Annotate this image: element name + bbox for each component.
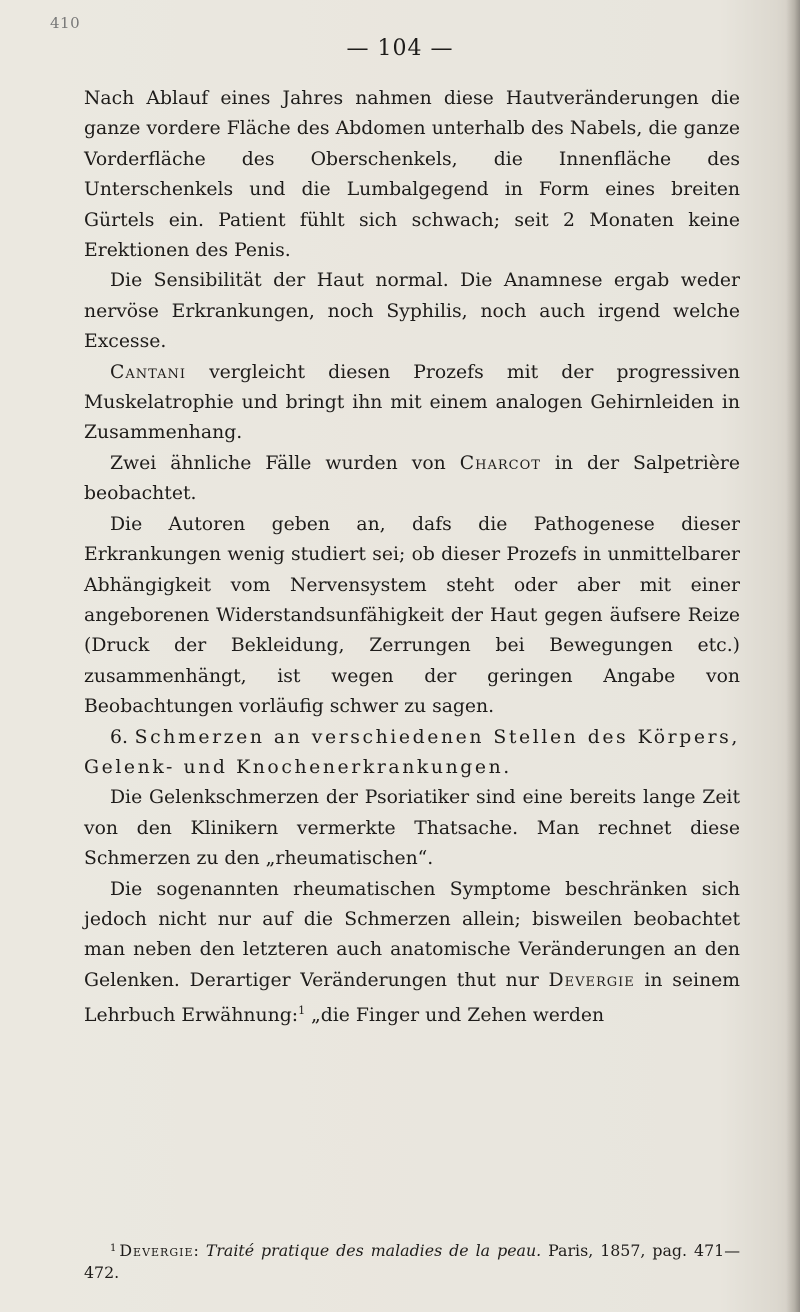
paragraph-5: Die Autoren geben an, dafs die Pathogenese dieser Erkrankungen wenig studiert sei; ob dieser Prozefs in unmittelbarer Abhängigkeit vom Nervensystem steht oder aber mit einer angeborenen Widerstandsunfähigkeit der Haut gegen äufsere Reize (Druck der Bekleidung, Zerrungen bei Bewegungen etc.) zusammenhängt, ist wegen der geringen Angabe von Beobachtungen vorläufig schwer zu sagen.: [84, 513, 740, 718]
paragraph-4: [84, 449, 740, 510]
author-charcot: Charcot: [459, 452, 541, 474]
paragraph-4-before: Zwei ähnliche Fälle wurden von: [110, 452, 460, 474]
paragraph-7-middle: in seinem Lehrbuch Erwähnung:: [84, 969, 740, 1027]
section-title: Schmerzen an verschiedenen Stellen des Körpers, Gelenk- und Knochenerkrankungen.: [84, 726, 740, 778]
paragraph-6: Die Gelenkschmerzen der Psoriatiker sind eine bereits lange Zeit von den Klinikern vermerkte Thatsache. Man rechnet diese Schmerzen zu den „rheumatischen“.: [84, 787, 740, 870]
footnote-rest: Paris, 1857, pag. 471—472.: [84, 1241, 740, 1282]
paragraph-7-after: „die Finger und Zehen werden: [305, 1005, 605, 1027]
footnote-marker: 1: [298, 1004, 306, 1018]
footnote-title: Traité pratique des maladies de la peau.: [205, 1241, 542, 1260]
archive-stamp-number: 410: [50, 14, 81, 32]
page-number: — 104 —: [346, 36, 454, 61]
paragraph-7: [84, 875, 740, 1032]
section-heading: [84, 723, 740, 784]
footnote-number: 1: [110, 1243, 117, 1254]
footnote: $^1$ Devergie: Traité pratique des maladies de la peau. Paris, 1857, pag. 471—472.: [84, 1241, 740, 1282]
author-cantani: Cantani: [110, 361, 186, 383]
page-edge-shadow: [786, 0, 800, 1312]
paragraph-7-before: Die sogenannten rheumatischen Symptome beschränken sich jedoch nicht nur auf die Schmerzen allein; bisweilen beobachtet man neben den letzteren auch anatomische Veränderungen an den Gelenken. Derartiger Veränderungen thut nur: [84, 878, 740, 991]
section-number: 6.: [110, 726, 128, 748]
paragraph-4-after: in der Salpetrière beobachtet.: [84, 452, 740, 505]
paragraph-2: Die Sensibilität der Haut normal. Die Anamnese ergab weder nervöse Erkrankungen, noch Syphilis, noch auch irgend welche Excesse.: [84, 270, 740, 353]
main-text: [84, 84, 740, 1032]
paragraph-3-text: vergleicht diesen Prozefs mit der progressiven Muskelatrophie und bringt ihn mit einem analogen Gehirnleiden in Zusammenhang.: [84, 361, 740, 444]
paragraph-3: [84, 358, 740, 449]
footnote-author: Devergie: [119, 1241, 194, 1260]
paragraph-1: Nach Ablauf eines Jahres nahmen diese Hautveränderungen die ganze vordere Fläche des Abdomen unterhalb des Nabels, die ganze Vorderfläche des Oberschenkels, die Innenfläche des Unterschenkels und die Lumbalgegend in Form eines breiten Gürtels ein. Patient fühlt sich schwach; seit 2 Monaten keine Erektionen des Penis.: [84, 88, 740, 262]
author-devergie: Devergie: [548, 969, 635, 991]
